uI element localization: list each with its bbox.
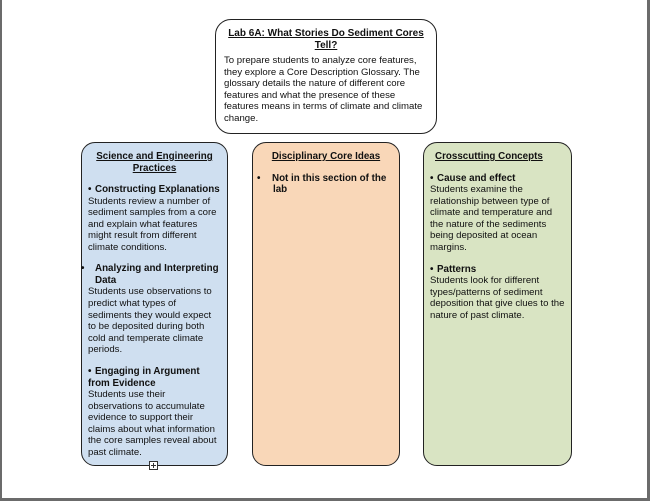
practices-box	[81, 142, 228, 466]
window-frame-left	[0, 0, 2, 501]
practice-item-3-title: • Engaging in Argument from Evidence	[88, 366, 200, 389]
bullet-icon: •	[88, 366, 92, 378]
bullet-icon: •	[430, 263, 434, 275]
move-handle-icon[interactable]	[149, 461, 158, 470]
bullet-icon: •	[81, 263, 85, 275]
core-ideas-box	[252, 142, 400, 466]
crosscutting-item-1-text: Students examine the relationship between type of climate and temperature and the nature of the sediments being deposited at ocean margins.	[430, 184, 553, 253]
core-ideas-heading: Disciplinary Core Ideas	[271, 151, 381, 162]
practices-heading: Science and Engineering Practices	[96, 151, 213, 174]
crosscutting-item-2-title: • Patterns	[430, 263, 477, 275]
practice-item-2-text: Students use observations to predict what types of sediments they would expect to be deposited during both cold and temperate climate periods.	[88, 286, 212, 356]
practice-item-2-title: • Analyzing and Interpreting Data	[81, 263, 219, 286]
crosscutting-item-2-text: Students look for different types/patterns of sediment deposition that give clues to the nature of past climate.	[430, 275, 565, 321]
lab-intro: To prepare students to analyze core features, they explore a Core Description Glossary. The glossary details the nature of different core features and what the presence of these features means in terms of climate and climate change.	[224, 55, 423, 124]
crosscutting-heading: Crosscutting Concepts	[435, 151, 543, 162]
practice-item-1-title: • Constructing Explanations	[88, 184, 220, 195]
core-idea-item-1-title: • Not in this section of the lab	[257, 172, 387, 195]
practice-item-3-text: Students use their observations to accumulate evidence to support their claims about what information the core samples reveal about past climate.	[88, 389, 217, 458]
lab-title: Lab 6A: What Stories Do Sediment Cores Tell?	[228, 28, 424, 51]
lab-title-box	[215, 19, 437, 134]
crosscutting-box	[423, 142, 572, 466]
bullet-icon: •	[430, 172, 434, 184]
bullet-icon: •	[257, 172, 261, 184]
practice-item-1-text: Students review a number of sediment samples from a core and explain what features might result from different climate conditions.	[88, 195, 217, 253]
crosscutting-item-1-title: • Cause and effect	[430, 172, 516, 184]
bullet-icon: •	[88, 184, 92, 195]
